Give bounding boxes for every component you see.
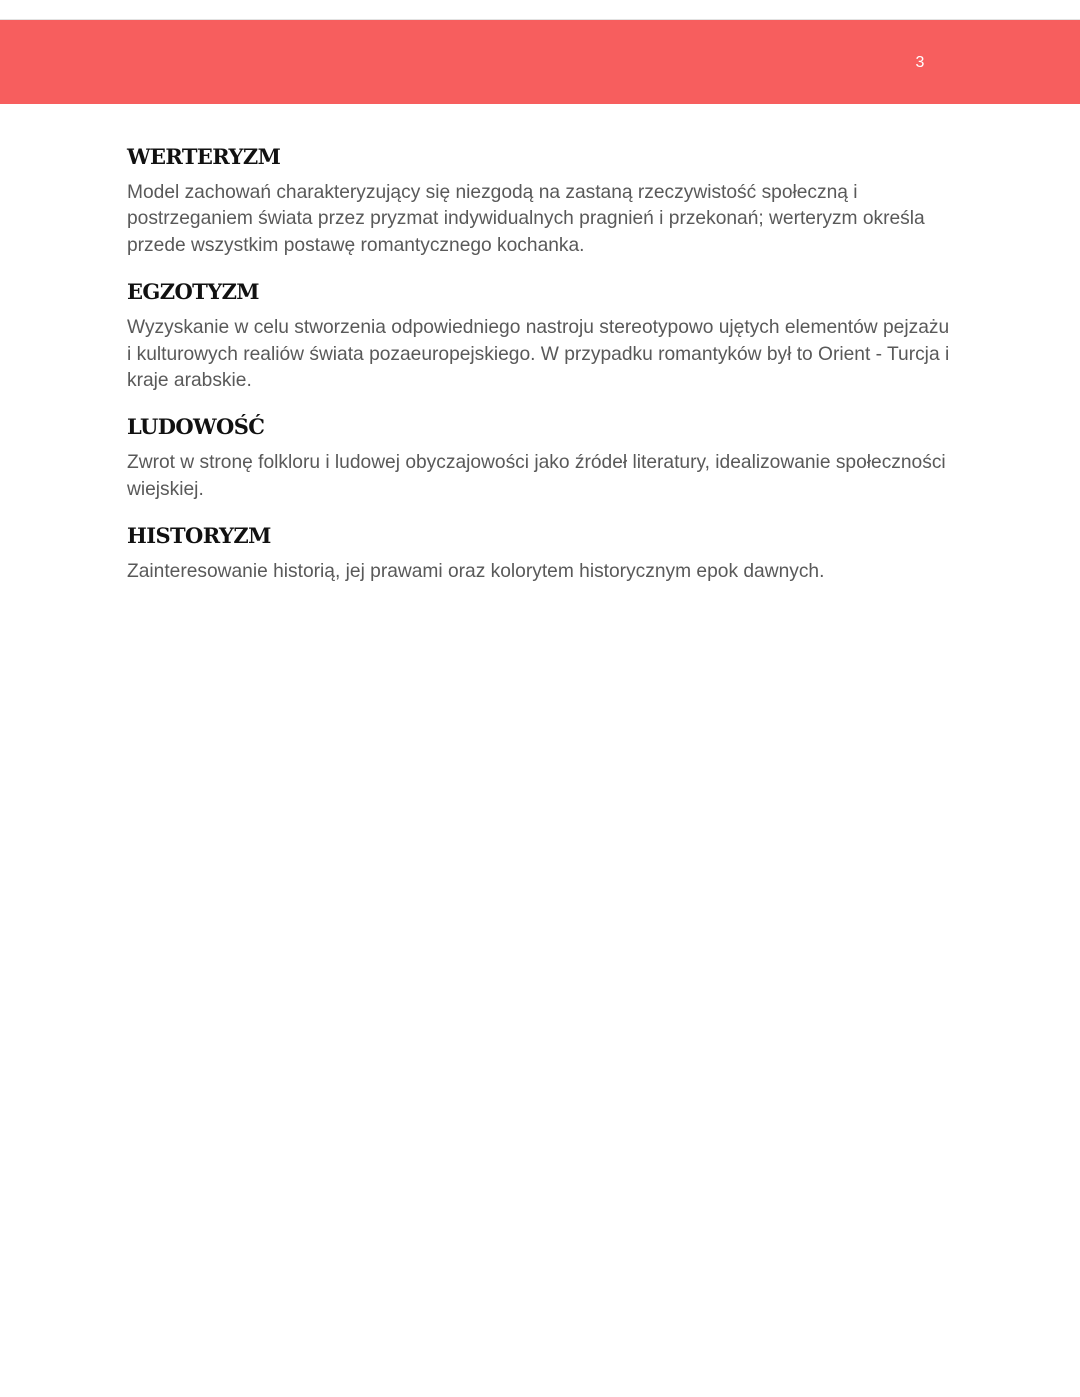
definition-section-werteryzm [127,142,957,259]
definition-section-ludowosc [127,412,957,503]
term-definition: Wyzyskanie w celu stworzenia odpowiedniego nastroju stereotypowo ujętych elementów pejzażu i kulturowych realiów świata pozaeuropejskiego. W przypadku romantyków był to Orient - Turcja i kraje arabskie. [127,317,950,392]
term-definition: Zainteresowanie historią, jej prawami oraz kolorytem historycznym epok dawnych. [127,561,825,583]
page-number: 3 [915,54,925,71]
term-definition: Zwrot w stronę folkloru i ludowej obyczajowości jako źródeł literatury, idealizowanie społeczności wiejskiej. [127,452,946,500]
definition-section-egzotyzm [127,277,957,394]
page-header-band [0,20,1080,104]
definitions-content [127,142,957,604]
term-heading: HISTORYZM [127,523,271,549]
top-margin-strip [0,0,1080,20]
term-definition: Model zachowań charakteryzujący się niezgodą na zastaną rzeczywistość społeczną i postrzeganiem świata przez pryzmat indywidualnych pragnień i przekonań; werteryzm określa przede wszystkim postawę romantycznego kochanka. [127,182,925,256]
definition-section-historyzm [127,521,957,585]
term-heading: EGZOTYZM [127,279,259,305]
term-heading: WERTERYZM [127,144,281,169]
term-heading: LUDOWOŚĆ [127,414,265,440]
